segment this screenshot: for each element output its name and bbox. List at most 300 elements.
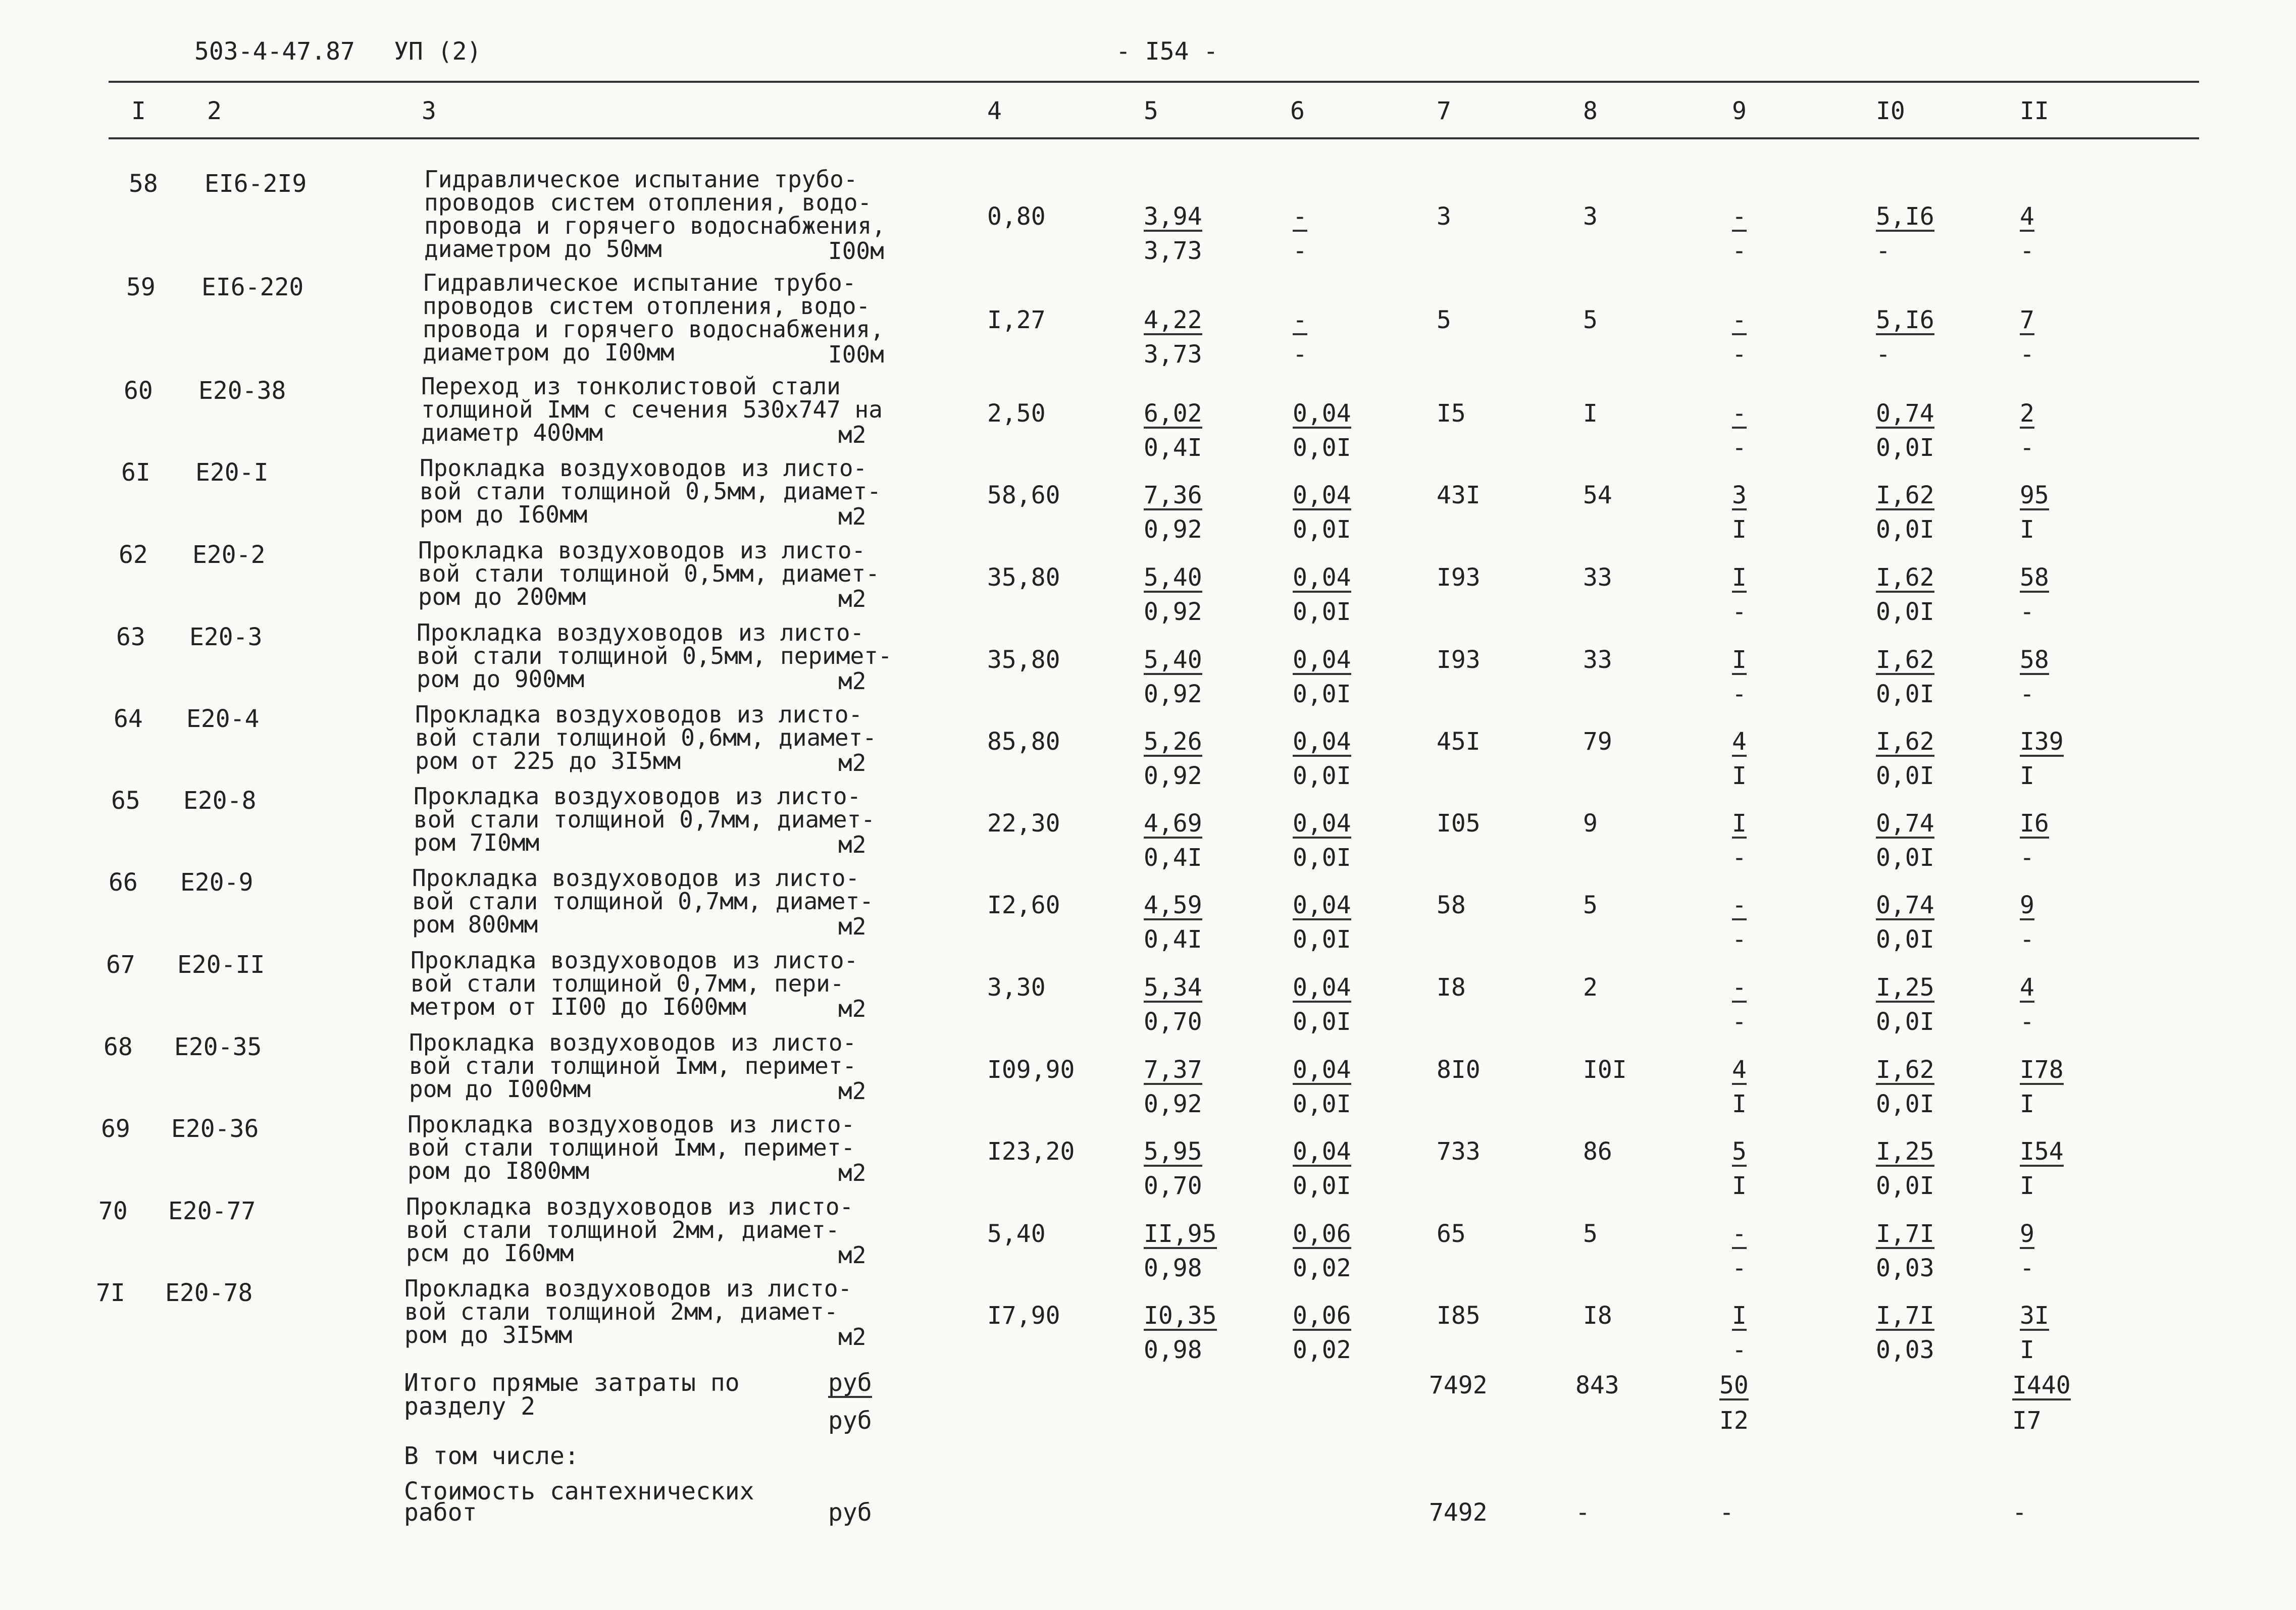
col6-bottom: - <box>1293 340 1307 369</box>
col9-top: - <box>1732 973 1747 1002</box>
col10-bottom: 0,0I <box>1876 680 1934 708</box>
col10-top: I,62 <box>1876 728 1934 756</box>
col9-bottom: - <box>1732 1336 1747 1364</box>
col11-top: I54 <box>2020 1137 2064 1166</box>
row-number: 69 <box>101 1115 130 1143</box>
description-line: проводов систем отопления, водо- <box>424 189 872 216</box>
unit-cost-bottom: 0,92 <box>1144 598 1202 626</box>
col8-value: 5 <box>1583 891 1598 919</box>
col10-top: I,62 <box>1876 646 1934 674</box>
column-header-5: 5 <box>1144 97 1158 125</box>
position-code: E20-38 <box>198 377 286 405</box>
col9-bottom: - <box>1732 680 1747 708</box>
unit-cost-top: 4,69 <box>1144 809 1202 838</box>
quantity: 22,30 <box>987 809 1060 838</box>
row-number: 58 <box>129 170 158 198</box>
col10-top: I,62 <box>1876 1056 1934 1084</box>
description-line: рсм до I60мм <box>406 1239 574 1267</box>
row-number: 66 <box>109 868 138 897</box>
col6-bottom: - <box>1293 237 1307 265</box>
col8-value: 5 <box>1583 306 1598 334</box>
unit-of-measure: м2 <box>838 421 866 448</box>
col9-bottom: I <box>1732 1090 1747 1118</box>
quantity: I2,60 <box>987 891 1060 919</box>
col10-bottom: 0,0I <box>1876 598 1934 626</box>
col8-value: I8 <box>1583 1302 1612 1330</box>
description-line: Гидравлическое испытание трубо- <box>424 166 858 193</box>
description-line: метром от II00 до I600мм <box>411 993 746 1020</box>
unit-of-measure: I00м <box>828 237 884 265</box>
column-header-6: 6 <box>1290 97 1305 125</box>
description-line: Прокладка воздуховодов из листо- <box>417 619 864 646</box>
col11-bottom: I <box>2020 1336 2034 1364</box>
column-header-7: 7 <box>1437 97 1451 125</box>
col6-bottom: 0,0I <box>1293 598 1351 626</box>
col9-top: I <box>1732 646 1747 674</box>
total-cost: I93 <box>1437 563 1481 592</box>
quantity: I7,90 <box>987 1302 1060 1330</box>
description-line: Прокладка воздуховодов из листо- <box>414 783 861 810</box>
col11-top: 95 <box>2020 481 2049 509</box>
totals-col9-top: 50 <box>1719 1371 1749 1399</box>
total-cost: I8 <box>1437 973 1466 1002</box>
col9-bottom: I <box>1732 1172 1747 1200</box>
col10-top: I,7I <box>1876 1302 1934 1330</box>
col8-value: 54 <box>1583 481 1612 509</box>
description-line: Прокладка воздуховодов из листо- <box>415 701 863 728</box>
col9-bottom: I <box>1732 515 1747 544</box>
position-code: E20-3 <box>189 623 263 651</box>
quantity: 2,50 <box>987 399 1046 428</box>
unit-cost-top: 5,40 <box>1144 563 1202 592</box>
description-line: вой стали толщиной 2мм, диамет- <box>406 1216 840 1243</box>
unit-cost-top: 5,95 <box>1144 1137 1202 1166</box>
unit-of-measure: м2 <box>838 831 866 858</box>
column-header-8: 8 <box>1583 97 1598 125</box>
quantity: 35,80 <box>987 646 1060 674</box>
description-line: вой стали толщиной 0,5мм, диамет- <box>420 478 881 505</box>
quantity: 5,40 <box>987 1220 1046 1248</box>
unit-cost-bottom: 3,73 <box>1144 237 1202 265</box>
unit-cost-top: II,95 <box>1144 1220 1217 1248</box>
col8-value: 9 <box>1583 809 1598 838</box>
including-label: В том числе: <box>404 1442 579 1470</box>
totals-label-line1: Итого прямые затраты по <box>404 1369 740 1397</box>
unit-cost-top: 4,22 <box>1144 306 1202 334</box>
quantity: 58,60 <box>987 481 1060 509</box>
col6-bottom: 0,0I <box>1293 515 1351 544</box>
description-line: ром до 900мм <box>417 665 585 693</box>
col9-top: - <box>1732 1220 1747 1248</box>
row-number: 7I <box>96 1279 125 1307</box>
unit-of-measure: I00м <box>828 341 884 368</box>
total-cost: I05 <box>1437 809 1481 838</box>
quantity: 3,30 <box>987 973 1046 1002</box>
col8-value: I <box>1583 399 1598 428</box>
position-code: E20-II <box>177 951 265 979</box>
column-header-1: I <box>131 97 146 125</box>
total-cost: 45I <box>1437 728 1481 756</box>
total-cost: 8I0 <box>1437 1056 1481 1084</box>
col9-bottom: I <box>1732 762 1747 790</box>
sanitary-col8: - <box>1575 1498 1590 1527</box>
unit-cost-top: 4,59 <box>1144 891 1202 919</box>
header-rule-top <box>109 81 2199 83</box>
col6-bottom: 0,0I <box>1293 1090 1351 1118</box>
col8-value: 79 <box>1583 728 1612 756</box>
unit-of-measure: м2 <box>838 667 866 695</box>
col11-top: I6 <box>2020 809 2049 838</box>
col10-bottom: 0,0I <box>1876 515 1934 544</box>
description-line: Прокладка воздуховодов из листо- <box>409 1029 857 1056</box>
col6-bottom: 0,0I <box>1293 1172 1351 1200</box>
col11-bottom: - <box>2020 340 2034 369</box>
col6-bottom: 0,02 <box>1293 1254 1351 1282</box>
sanitary-col11: - <box>2012 1498 2027 1527</box>
description-line: ром до I800мм <box>407 1157 590 1184</box>
unit-cost-bottom: 0,4I <box>1144 844 1202 872</box>
col10-top: I,62 <box>1876 563 1934 592</box>
unit-cost-bottom: 0,4I <box>1144 925 1202 954</box>
col10-top: I,25 <box>1876 973 1934 1002</box>
unit-of-measure: м2 <box>838 749 866 776</box>
row-number: 65 <box>111 787 140 815</box>
col10-bottom: 0,0I <box>1876 1172 1934 1200</box>
col6-top: 0,04 <box>1293 646 1351 674</box>
unit-cost-bottom: 0,98 <box>1144 1336 1202 1364</box>
description-line: диаметром до 50мм <box>424 235 662 263</box>
position-code: E20-35 <box>174 1033 262 1061</box>
col6-top: 0,04 <box>1293 1137 1351 1166</box>
col9-top: 3 <box>1732 481 1747 509</box>
total-cost: I85 <box>1437 1302 1481 1330</box>
unit-of-measure: м2 <box>838 1077 866 1105</box>
col6-top: 0,04 <box>1293 728 1351 756</box>
col6-top: - <box>1293 306 1307 334</box>
col9-bottom: - <box>1732 1008 1747 1036</box>
unit-cost-bottom: 0,92 <box>1144 762 1202 790</box>
row-number: 62 <box>119 541 148 569</box>
col8-value: 86 <box>1583 1137 1612 1166</box>
unit-cost-bottom: 3,73 <box>1144 340 1202 369</box>
description-line: проводов систем отопления, водо- <box>423 292 871 320</box>
totals-col7: 7492 <box>1429 1371 1488 1399</box>
description-line: вой стали толщиной 0,7мм, диамет- <box>412 888 874 915</box>
col9-bottom: - <box>1732 340 1747 369</box>
unit-cost-bottom: 0,92 <box>1144 515 1202 544</box>
col6-bottom: 0,0I <box>1293 925 1351 954</box>
total-cost: I5 <box>1437 399 1466 428</box>
row-number: 68 <box>104 1033 133 1061</box>
col10-bottom: - <box>1876 237 1891 265</box>
col11-top: 7 <box>2020 306 2034 334</box>
unit-cost-bottom: 0,70 <box>1144 1172 1202 1200</box>
col6-bottom: 0,0I <box>1293 434 1351 462</box>
unit-cost-top: 7,37 <box>1144 1056 1202 1084</box>
quantity: I,27 <box>987 306 1046 334</box>
sanitary-col9: - <box>1719 1498 1734 1527</box>
col11-bottom: - <box>2020 680 2034 708</box>
col11-bottom: - <box>2020 844 2034 872</box>
col9-top: - <box>1732 891 1747 919</box>
description-line: вой стали толщиной 0,7мм, диамет- <box>414 806 875 833</box>
description-line: ром от 225 до 3I5мм <box>415 747 681 774</box>
col10-top: 0,74 <box>1876 399 1934 428</box>
col8-value: 5 <box>1583 1220 1598 1248</box>
col9-bottom: - <box>1732 598 1747 626</box>
description-line: провода и горячего водоснабжения, <box>424 212 886 239</box>
row-number: 64 <box>114 705 143 733</box>
col6-top: 0,06 <box>1293 1220 1351 1248</box>
description-line: ром до I000мм <box>409 1075 591 1103</box>
col9-bottom: - <box>1732 844 1747 872</box>
col8-value: 33 <box>1583 646 1612 674</box>
col11-top: 2 <box>2020 399 2034 428</box>
description-line: вой стали толщиной Iмм, перимет- <box>407 1134 855 1161</box>
description-line: Гидравлическое испытание трубо- <box>423 269 856 296</box>
col8-value: 2 <box>1583 973 1598 1002</box>
col6-bottom: 0,0I <box>1293 1008 1351 1036</box>
position-code: E20-8 <box>183 787 257 815</box>
col8-value: 33 <box>1583 563 1612 592</box>
col11-bottom: - <box>2020 237 2034 265</box>
col10-bottom: - <box>1876 340 1891 369</box>
description-line: Прокладка воздуховодов из листо- <box>407 1111 855 1138</box>
col9-bottom: - <box>1732 434 1747 462</box>
position-code: E20-78 <box>165 1279 253 1307</box>
sanitary-label-line2: работ <box>404 1498 477 1527</box>
col10-top: 5,I6 <box>1876 306 1934 334</box>
unit-cost-bottom: 0,92 <box>1144 680 1202 708</box>
description-line: диаметр 400мм <box>421 419 603 446</box>
position-code: E20-2 <box>192 541 266 569</box>
total-cost: 5 <box>1437 306 1451 334</box>
col8-value: 3 <box>1583 202 1598 231</box>
col11-top: 9 <box>2020 891 2034 919</box>
totals-label-line2: разделу 2 <box>404 1392 536 1421</box>
col6-top: 0,04 <box>1293 891 1351 919</box>
column-header-3: 3 <box>422 97 436 125</box>
col9-top: - <box>1732 399 1747 428</box>
col6-bottom: 0,02 <box>1293 1336 1351 1364</box>
column-header-11: II <box>2020 97 2049 125</box>
description-line: Прокладка воздуховодов из листо- <box>412 864 860 892</box>
row-number: 60 <box>124 377 153 405</box>
col10-bottom: 0,0I <box>1876 1008 1934 1036</box>
row-number: 70 <box>98 1197 128 1225</box>
doc-code: 503-4-47.87 <box>194 37 355 66</box>
col10-top: 0,74 <box>1876 891 1934 919</box>
description-line: вой стали толщиной 2мм, диамет- <box>404 1298 838 1325</box>
col10-top: 0,74 <box>1876 809 1934 838</box>
col6-bottom: 0,0I <box>1293 680 1351 708</box>
col6-top: - <box>1293 202 1307 231</box>
unit-cost-bottom: 0,70 <box>1144 1008 1202 1036</box>
col9-top: 5 <box>1732 1137 1747 1166</box>
unit-cost-bottom: 0,92 <box>1144 1090 1202 1118</box>
col10-bottom: 0,0I <box>1876 434 1934 462</box>
unit-cost-top: 3,94 <box>1144 202 1202 231</box>
column-header-2: 2 <box>207 97 222 125</box>
col11-top: 3I <box>2020 1302 2049 1330</box>
totals-unit-top: руб <box>828 1369 872 1397</box>
col10-bottom: 0,03 <box>1876 1254 1934 1282</box>
unit-cost-top: 7,36 <box>1144 481 1202 509</box>
description-line: ром 7I0мм <box>414 829 540 856</box>
total-cost: 58 <box>1437 891 1466 919</box>
col10-top: I,62 <box>1876 481 1934 509</box>
col11-bottom: I <box>2020 1090 2034 1118</box>
col10-bottom: 0,0I <box>1876 1090 1934 1118</box>
column-header-4: 4 <box>987 97 1002 125</box>
totals-unit-bottom: руб <box>828 1407 872 1435</box>
description-line: ром до 200мм <box>418 583 586 610</box>
col9-bottom: - <box>1732 925 1747 954</box>
col10-top: I,7I <box>1876 1220 1934 1248</box>
col11-top: 4 <box>2020 973 2034 1002</box>
position-code: E20-4 <box>186 705 260 733</box>
description-line: толщиной Iмм с сечения 530x747 на <box>421 396 883 423</box>
quantity: 85,80 <box>987 728 1060 756</box>
unit-cost-top: 5,26 <box>1144 728 1202 756</box>
sanitary-unit: руб <box>828 1498 872 1527</box>
page-number: - I54 - <box>1116 37 1218 66</box>
unit-cost-top: 5,34 <box>1144 973 1202 1002</box>
position-code: E20-77 <box>168 1197 256 1225</box>
col11-bottom: - <box>2020 925 2034 954</box>
col6-top: 0,06 <box>1293 1302 1351 1330</box>
col6-top: 0,04 <box>1293 1056 1351 1084</box>
col11-top: 58 <box>2020 646 2049 674</box>
row-number: 59 <box>126 273 156 301</box>
unit-cost-bottom: 0,4I <box>1144 434 1202 462</box>
col11-top: I78 <box>2020 1056 2064 1084</box>
row-number: 67 <box>106 951 135 979</box>
quantity: 35,80 <box>987 563 1060 592</box>
col9-top: 4 <box>1732 728 1747 756</box>
description-line: вой стали толщиной 0,7мм, пери- <box>411 970 844 997</box>
col11-top: I39 <box>2020 728 2064 756</box>
quantity: I09,90 <box>987 1056 1075 1084</box>
col11-bottom: I <box>2020 762 2034 790</box>
unit-cost-top: 6,02 <box>1144 399 1202 428</box>
col11-bottom: I <box>2020 1172 2034 1200</box>
position-code: EI6-220 <box>201 273 304 301</box>
unit-cost-top: I0,35 <box>1144 1302 1217 1330</box>
col6-top: 0,04 <box>1293 809 1351 838</box>
sanitary-label-line1: Стоимость сантехнических <box>404 1477 754 1505</box>
description-line: Прокладка воздуховодов из листо- <box>418 537 866 564</box>
totals-col9-bottom: I2 <box>1719 1407 1749 1435</box>
col11-bottom: - <box>2020 1008 2034 1036</box>
row-number: 6I <box>121 458 150 487</box>
col11-bottom: I <box>2020 515 2034 544</box>
description-line: провода и горячего водоснабжения, <box>423 316 884 343</box>
unit-of-measure: м2 <box>838 503 866 530</box>
col10-top: 5,I6 <box>1876 202 1934 231</box>
col9-bottom: - <box>1732 237 1747 265</box>
description-line: вой стали толщиной 0,5мм, диамет- <box>418 560 880 587</box>
position-code: E20-I <box>195 458 269 487</box>
description-line: вой стали толщиной Iмм, перимет- <box>409 1052 857 1079</box>
row-number: 63 <box>116 623 145 651</box>
totals-col11-top: I440 <box>2012 1371 2071 1399</box>
col9-top: I <box>1732 809 1747 838</box>
total-cost: I93 <box>1437 646 1481 674</box>
description-line: Переход из тонколистовой стали <box>421 373 841 400</box>
col10-top: I,25 <box>1876 1137 1934 1166</box>
description-line: Прокладка воздуховодов из листо- <box>420 454 868 482</box>
col9-top: I <box>1732 1302 1747 1330</box>
unit-cost-bottom: 0,98 <box>1144 1254 1202 1282</box>
col9-top: 4 <box>1732 1056 1747 1084</box>
volume-label: УП (2) <box>394 37 482 66</box>
col11-bottom: - <box>2020 434 2034 462</box>
col8-value: I0I <box>1583 1056 1627 1084</box>
col11-top: 9 <box>2020 1220 2034 1248</box>
col10-bottom: 0,0I <box>1876 762 1934 790</box>
description-line: ром до 3I5мм <box>404 1321 573 1348</box>
total-cost: 65 <box>1437 1220 1466 1248</box>
description-line: диаметром до I00мм <box>423 339 675 366</box>
col6-top: 0,04 <box>1293 481 1351 509</box>
quantity: 0,80 <box>987 202 1046 231</box>
col9-top: - <box>1732 306 1747 334</box>
sanitary-col7: 7492 <box>1429 1498 1488 1527</box>
totals-col8: 843 <box>1575 1371 1619 1399</box>
col10-bottom: 0,0I <box>1876 925 1934 954</box>
col6-bottom: 0,0I <box>1293 844 1351 872</box>
description-line: вой стали толщиной 0,6мм, диамет- <box>415 724 877 751</box>
unit-of-measure: м2 <box>838 1241 866 1269</box>
col10-bottom: 0,0I <box>1876 844 1934 872</box>
description-line: Прокладка воздуховодов из листо- <box>411 947 858 974</box>
position-code: EI6-2I9 <box>205 170 307 198</box>
col11-top: 4 <box>2020 202 2034 231</box>
total-cost: 43I <box>1437 481 1481 509</box>
quantity: I23,20 <box>987 1137 1075 1166</box>
column-header-9: 9 <box>1732 97 1747 125</box>
col9-top: - <box>1732 202 1747 231</box>
col10-bottom: 0,03 <box>1876 1336 1934 1364</box>
col6-top: 0,04 <box>1293 399 1351 428</box>
totals-col11-bottom: I7 <box>2012 1407 2042 1435</box>
unit-cost-top: 5,40 <box>1144 646 1202 674</box>
description-line: ром до I60мм <box>420 501 588 528</box>
description-line: Прокладка воздуховодов из листо- <box>406 1193 854 1220</box>
description-line: ром 800мм <box>412 911 538 938</box>
position-code: E20-36 <box>171 1115 259 1143</box>
col6-bottom: 0,0I <box>1293 762 1351 790</box>
col9-bottom: - <box>1732 1254 1747 1282</box>
col11-top: 58 <box>2020 563 2049 592</box>
col9-top: I <box>1732 563 1747 592</box>
unit-of-measure: м2 <box>838 913 866 940</box>
header-rule-bottom <box>109 137 2199 139</box>
total-cost: 3 <box>1437 202 1451 231</box>
unit-of-measure: м2 <box>838 1159 866 1186</box>
description-line: вой стали толщиной 0,5мм, перимет- <box>417 642 892 669</box>
position-code: E20-9 <box>180 868 253 897</box>
col11-bottom: - <box>2020 1254 2034 1282</box>
description-line: Прокладка воздуховодов из листо- <box>404 1275 852 1302</box>
unit-of-measure: м2 <box>838 995 866 1022</box>
col11-bottom: - <box>2020 598 2034 626</box>
unit-of-measure: м2 <box>838 1323 866 1351</box>
total-cost: 733 <box>1437 1137 1481 1166</box>
column-header-10: I0 <box>1876 97 1905 125</box>
col6-top: 0,04 <box>1293 563 1351 592</box>
